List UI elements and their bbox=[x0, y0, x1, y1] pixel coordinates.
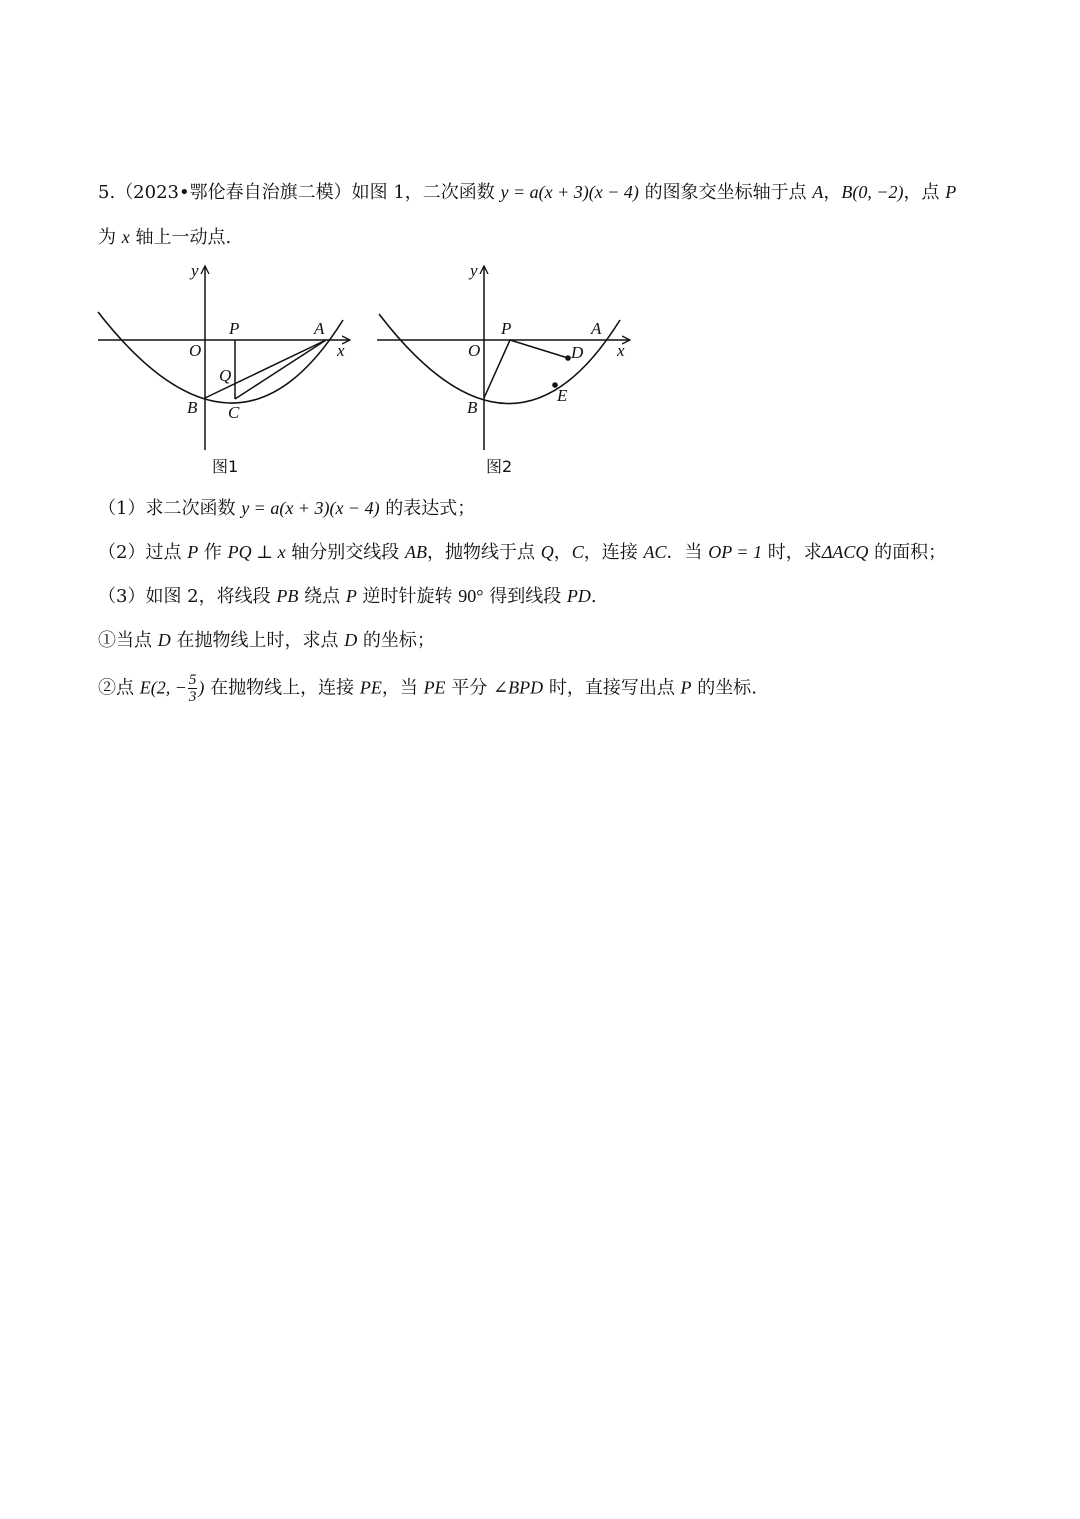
problem-number: 5. bbox=[98, 182, 116, 203]
fig1-label-c: C bbox=[228, 403, 240, 422]
q1-function-expression: y = a(x + 3)(x − 4) bbox=[241, 498, 380, 518]
fig1-label-b: B bbox=[187, 398, 198, 417]
question-3-part-2: ②点 E(2, − $\frac{5}{3}$ ) 在抛物线上，连接 PE，当 PE 平分 ∠BPD 时，直接写出点 P 的坐标. bbox=[98, 672, 757, 705]
fig1-label-a: A bbox=[314, 319, 325, 338]
fig2-point-d bbox=[565, 355, 571, 361]
question-3: （3）如图 2，将线段 PB 绕点 P 逆时针旋转 90° 得到线段 PD. bbox=[98, 586, 597, 607]
fig2-segment-pd bbox=[510, 340, 568, 358]
fig2-caption: 图2 bbox=[486, 457, 513, 476]
fig2-label-b: B bbox=[467, 398, 478, 417]
fig1-caption: 图1 bbox=[212, 457, 239, 476]
fraction-five-thirds: $\frac{5}{3}$ bbox=[188, 672, 197, 705]
fig1-label-x: x bbox=[337, 341, 345, 360]
fig1-label-q: Q bbox=[219, 366, 232, 385]
fig2-label-a: A bbox=[591, 319, 602, 338]
fig2-label-o: O bbox=[468, 341, 481, 360]
question-2: （2）过点 P 作 PQ ⊥ x 轴分别交线段 AB，抛物线于点 Q，C，连接 AC．当 OP = 1 时，求ΔACQ 的面积； bbox=[98, 542, 947, 563]
question-1: （1）求二次函数 y = a(x + 3)(x − 4) 的表达式； bbox=[98, 498, 476, 519]
fig1-label-p: P bbox=[229, 319, 240, 338]
fig1-parabola bbox=[98, 312, 343, 403]
fig1-segment-ac bbox=[235, 340, 326, 399]
problem-statement-line-2: 为 x 轴上一动点. bbox=[98, 227, 232, 248]
fig2-segment-pb bbox=[484, 340, 510, 398]
question-3-part-1: ①当点 D 在抛物线上时，求点 D 的坐标； bbox=[98, 630, 435, 651]
point-b-coordinates: B(0, −2) bbox=[841, 182, 904, 202]
fig2-parabola bbox=[379, 314, 620, 404]
fig2-label-x: x bbox=[617, 341, 625, 360]
figure-2 bbox=[377, 261, 630, 476]
fig2-label-p: P bbox=[501, 319, 512, 338]
figure-1 bbox=[98, 261, 350, 476]
fig2-label-y: y bbox=[470, 261, 478, 280]
fig1-label-o: O bbox=[189, 341, 202, 360]
fig1-label-y: y bbox=[191, 261, 199, 280]
fig2-label-d: D bbox=[571, 343, 584, 362]
problem-source: （2023•鄂伦春自治旗二模） bbox=[115, 182, 352, 203]
fig2-label-e: E bbox=[557, 386, 568, 405]
problem-statement-line-1: 5.（2023•鄂伦春自治旗二模）如图 1，二次函数 y = a(x + 3)(x − 4) 的图象交坐标轴于点 A，B(0, −2)，点 P bbox=[98, 182, 957, 203]
function-expression: y = a(x + 3)(x − 4) bbox=[500, 182, 639, 202]
